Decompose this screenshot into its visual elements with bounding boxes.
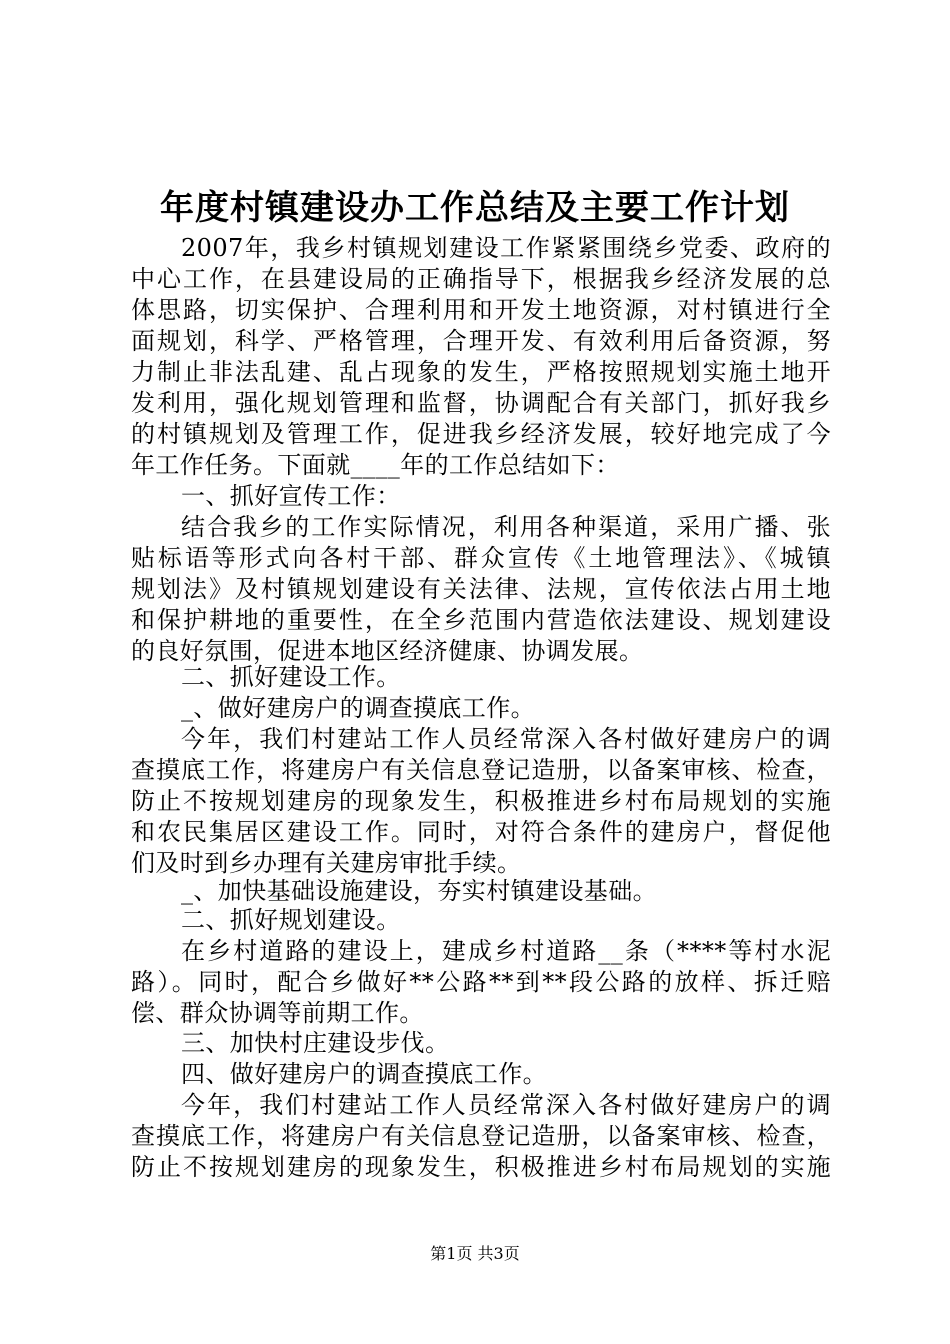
body-line: 结合我乡的工作实际情况，利用各种渠道，采用广播、张	[181, 513, 831, 541]
body-line: 发利用，强化规划管理和监督，协调配合有关部门，抓好我乡	[131, 389, 831, 417]
body-line: 今年，我们村建站工作人员经常深入各村做好建房户的调	[181, 1091, 831, 1119]
body-line: 防止不按规划建房的现象发生，积极推进乡村布局规划的实施	[131, 787, 831, 815]
body-line: 们及时到乡办理有关建房审批手续。	[131, 849, 522, 877]
body-line: 路）。同时，配合乡做好**公路**到**段公路的放样、拆迁赔	[131, 968, 831, 996]
body-line: 防止不按规划建房的现象发生，积极推进乡村布局规划的实施	[131, 1153, 831, 1181]
subsection-heading: _、加快基础设施建设，夯实村镇建设基础。	[181, 877, 657, 905]
body-line: 查摸底工作，将建房户有关信息登记造册，以备案审核、检查，	[131, 756, 831, 784]
body-line: 面规划，科学、严格管理，合理开发、有效利用后备资源，努	[131, 327, 831, 355]
body-line: 体思路，切实保护、合理利用和开发土地资源，对村镇进行全	[131, 296, 831, 324]
body-line: 年工作任务。下面就____年的工作总结如下：	[131, 451, 620, 479]
body-line: 力制止非法乱建、乱占现象的发生，严格按照规划实施土地开	[131, 358, 831, 386]
body-line: 贴标语等形式向各村干部、群众宣传《土地管理法》、《城镇	[131, 544, 831, 572]
body-line: 的良好氛围，促进本地区经济健康、协调发展。	[131, 637, 644, 665]
subsection-heading: _、做好建房户的调查摸底工作。	[181, 694, 535, 722]
document-title: 年度村镇建设办工作总结及主要工作计划	[160, 188, 790, 228]
body-line: 查摸底工作，将建房户有关信息登记造册，以备案审核、检查，	[131, 1122, 831, 1150]
body-line: 规划法》及村镇规划建设有关法律、法规，宣传依法占用土地	[131, 575, 831, 603]
body-line: 今年，我们村建站工作人员经常深入各村做好建房户的调	[181, 725, 831, 753]
section-heading: 二、抓好规划建设。	[181, 906, 401, 934]
body-line: 的村镇规划及管理工作，促进我乡经济发展，较好地完成了今	[131, 420, 831, 448]
section-heading: 二、抓好建设工作。	[181, 663, 401, 691]
body-line: 在乡村道路的建设上，建成乡村道路__条（****等村水泥	[181, 937, 831, 965]
body-line: 偿、群众协调等前期工作。	[131, 999, 424, 1027]
page-number: 第1页 共3页	[430, 1244, 520, 1263]
section-heading: 一、抓好宣传工作：	[181, 482, 401, 510]
section-heading: 三、加快村庄建设步伐。	[181, 1029, 450, 1057]
body-line: 和农民集居区建设工作。同时，对符合条件的建房户，督促他	[131, 818, 831, 846]
body-line: 和保护耕地的重要性，在全乡范围内营造依法建设、规划建设	[131, 606, 831, 634]
section-heading: 四、做好建房户的调查摸底工作。	[181, 1060, 547, 1088]
body-line: 2007年，我乡村镇规划建设工作紧紧围绕乡党委、政府的	[181, 234, 831, 262]
body-line: 中心工作，在县建设局的正确指导下，根据我乡经济发展的总	[131, 265, 831, 293]
